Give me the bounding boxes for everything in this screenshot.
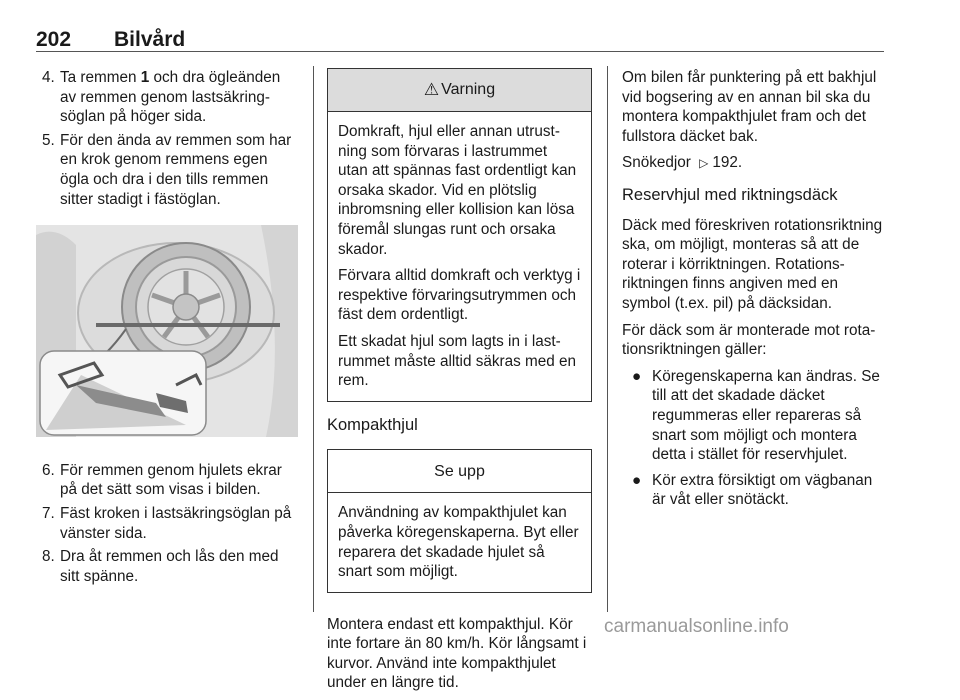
list-item <box>622 471 888 510</box>
bullet-icon: ● <box>632 367 642 385</box>
warning-paragraph: Förvara alltid domkraft och verktyg i respektive förvaringsutrymmen och fäst dem ordentligt. <box>338 267 581 324</box>
list-item <box>36 504 298 543</box>
column-divider-2 <box>607 66 608 612</box>
warning-paragraph: Ett skadat hjul som lagts in i lastrummet måste alltid säkras med en rem. <box>338 332 577 390</box>
column-1 <box>36 68 298 590</box>
spare-wheel-strap-illustration <box>36 225 298 437</box>
caution-body <box>328 493 591 591</box>
warning-box <box>327 68 592 402</box>
step-number: 5. <box>42 131 55 149</box>
page-header <box>36 28 884 52</box>
list-item <box>36 68 298 127</box>
warning-icon: ⚠ <box>423 80 440 100</box>
directional-paragraph-2: För däck som är monterade mot rotationsriktningen gäller: <box>622 321 876 359</box>
step-text: och dra ögleänden av remmen genom lastsäkringsöglan på höger sida. <box>60 69 281 126</box>
list-item <box>622 367 888 465</box>
watermark: carmanualsonline.info <box>604 616 789 637</box>
kompakthjul-heading: Kompakthjul <box>327 415 418 434</box>
caution-header <box>328 450 591 493</box>
step-callout: 1 <box>140 69 150 86</box>
directional-spare-heading: Reservhjul med riktningsdäck <box>622 185 838 204</box>
snow-chains-reference <box>622 153 888 174</box>
bullet-text: Köregenskaperna kan ändras. Se till att det skadade däcket regummeras eller repareras så snart som möjligt och montera detta i stället för reservhjulet. <box>652 367 880 464</box>
directional-paragraph-1: Däck med föreskriven rotationsriktning ska, om möjligt, monteras så att de roterar i körriktningen. Rotationsriktningen finns angiven med en symbol (t.ex. pil) på däcksidan. <box>622 216 883 312</box>
column-3 <box>622 68 888 516</box>
intro-paragraph: Om bilen får punktering på ett bakhjul vid bogsering av en annan bil ska du montera kompakthjulet fram och det fullstora däcket bak. <box>622 69 877 145</box>
bullet-icon: ● <box>632 471 642 489</box>
step-text: För remmen genom hjulets ekrar på det sätt som visas i bilden. <box>60 461 282 499</box>
snow-chains-label: Snökedjor <box>622 154 691 172</box>
list-item <box>36 547 298 586</box>
bullet-text: Kör extra försiktigt om vägbanan är våt eller snötäckt. <box>652 471 873 509</box>
conditions-list <box>622 367 888 510</box>
warning-paragraph: Domkraft, hjul eller annan utrustning som förvaras i lastrummet utan att spännas fast ordentligt kan orsaka skador. Vid en plötslig inbromsning eller kollision kan lösa föremål slungas runt och orsaka skador. <box>338 123 577 258</box>
step-text: Ta remmen <box>60 69 141 86</box>
step-number: 6. <box>42 461 55 479</box>
column-2 <box>327 68 592 700</box>
step-text: För den ända av remmen som har en krok genom remmens egen ögla och dra i den tills remmen sitter stadigt i fästöglan. <box>60 131 292 208</box>
caution-paragraph: Användning av kompakthjulet kan påverka köregenskaperna. Byt eller reparera det skadade hjulet så snart som möjligt. <box>338 504 579 581</box>
header-rule <box>36 51 884 52</box>
step-number: 4. <box>42 69 55 86</box>
steps-list-after <box>36 461 298 587</box>
kompakthjul-paragraph: Montera endast ett kompakthjul. Kör inte fortare än 80 km/h. Kör långsamt i kurvor. Använd inte kompakthjulet under en längre tid. <box>327 615 587 692</box>
caution-box <box>327 449 592 592</box>
warning-body <box>328 112 591 401</box>
list-item <box>36 131 298 209</box>
step-number: 7. <box>42 504 55 522</box>
column-divider-1 <box>313 66 314 612</box>
snow-chains-page[interactable]: 192. <box>712 154 743 172</box>
step-text: Dra åt remmen och lås den med sitt spänne. <box>60 548 279 585</box>
caution-title: Se upp <box>434 462 485 480</box>
step-number: 8. <box>42 548 55 566</box>
page-reference-arrow-icon: ▷ <box>699 156 709 171</box>
page-number: 202 <box>36 28 72 51</box>
warning-header <box>328 69 591 112</box>
steps-list-before <box>36 68 298 209</box>
warning-title: Varning <box>441 81 496 99</box>
step-text: Fäst kroken i lastsäkringsöglan på vänster sida. <box>60 504 292 542</box>
list-item <box>36 461 298 500</box>
section-title: Bilvård <box>114 28 186 51</box>
